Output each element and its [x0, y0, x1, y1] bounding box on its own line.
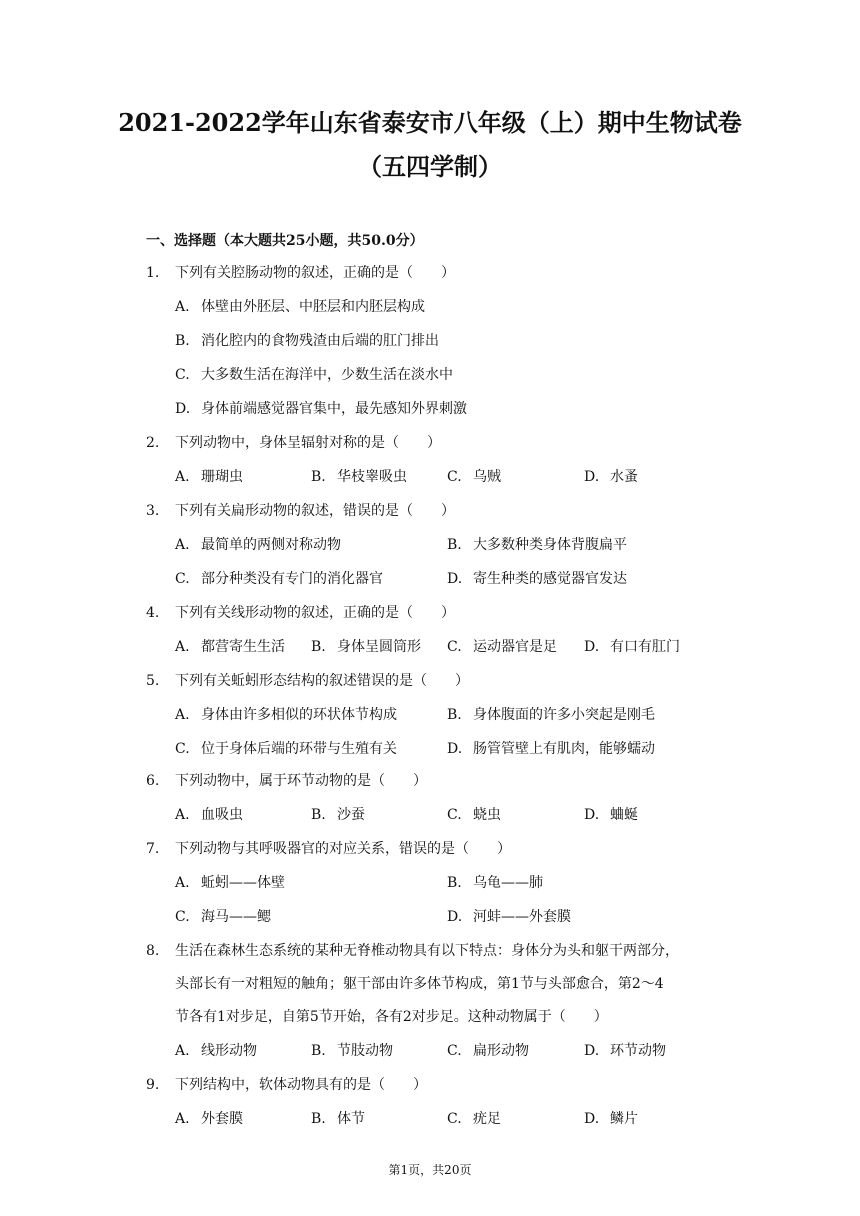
option-text: 蚯蚓——体壁 — [201, 875, 285, 891]
option-text: 肠管管壁上有肌肉，能够蠕动 — [473, 741, 655, 757]
option-letter: C. — [447, 1043, 462, 1059]
option-letter: C. — [175, 741, 190, 757]
option-text: 沙蚕 — [337, 807, 365, 823]
option-text: 河蚌——外套膜 — [473, 909, 571, 925]
option-text: 乌贼 — [473, 469, 501, 485]
option-text: 体节 — [337, 1111, 365, 1127]
option-letter: D. — [447, 571, 463, 587]
option-a — [175, 704, 397, 726]
option-b — [311, 636, 421, 658]
question-number: 8. — [146, 943, 160, 959]
question-number: 3. — [146, 503, 160, 519]
option-letter: C. — [447, 469, 462, 485]
option-c — [447, 1040, 529, 1062]
option-b — [447, 704, 655, 726]
option-b — [175, 330, 439, 352]
option-letter: D. — [584, 1111, 600, 1127]
option-b — [447, 872, 543, 894]
question-number: 9. — [146, 1077, 160, 1093]
option-a — [175, 1040, 257, 1062]
question-number: 1. — [146, 265, 160, 281]
option-letter: A. — [175, 1111, 190, 1127]
option-d — [584, 1040, 666, 1062]
option-text: 身体呈圆筒形 — [337, 639, 421, 655]
option-letter: B. — [447, 537, 462, 553]
question-stem: 下列动物中，属于环节动物的是（ ） — [175, 773, 427, 789]
option-a — [175, 466, 243, 488]
option-letter: B. — [311, 639, 326, 655]
option-c — [175, 364, 453, 386]
option-letter: B. — [175, 333, 190, 349]
option-text: 水蚤 — [610, 469, 638, 485]
option-c — [447, 636, 557, 658]
option-letter: A. — [175, 639, 190, 655]
question-stem-line-3: 节各有1对步足，自第5节开始，各有2对步足。这种动物属于（ ） — [175, 1009, 608, 1025]
question-stem: 下列有关线形动物的叙述，正确的是（ ） — [175, 605, 455, 621]
option-letter: C. — [447, 1111, 462, 1127]
section-heading: 一、选择题（本大题共25小题，共50.0分） — [146, 233, 424, 249]
option-letter: C. — [447, 639, 462, 655]
option-text: 疣足 — [473, 1111, 501, 1127]
question-number: 6. — [146, 773, 160, 789]
document-subtitle: （五四学制） — [358, 152, 502, 181]
option-letter: B. — [447, 707, 462, 723]
option-c — [175, 568, 383, 590]
option-text: 大多数种类身体背腹扁平 — [473, 537, 627, 553]
option-letter: D. — [447, 909, 463, 925]
option-letter: A. — [175, 469, 190, 485]
question-number: 4. — [146, 605, 160, 621]
option-text: 消化腔内的食物残渣由后端的肛门排出 — [201, 333, 439, 349]
question-stem: 下列动物与其呼吸器官的对应关系，错误的是（ ） — [175, 841, 511, 857]
option-text: 运动器官是足 — [473, 639, 557, 655]
document-title: 2021-2022学年山东省泰安市八年级（上）期中生物试卷 — [118, 108, 742, 137]
option-a — [175, 636, 285, 658]
page-footer: 第1页，共20页 — [388, 1163, 472, 1177]
option-text: 节肢动物 — [337, 1043, 393, 1059]
option-text: 线形动物 — [201, 1043, 257, 1059]
option-letter: D. — [584, 639, 600, 655]
option-a — [175, 1108, 243, 1130]
question-number: 2. — [146, 435, 160, 451]
option-text: 身体前端感觉器官集中，最先感知外界刺激 — [201, 401, 467, 417]
option-letter: B. — [311, 1111, 326, 1127]
question-stem-line-2: 头部长有一对粗短的触角；躯干部由许多体节构成，第1节与头部愈合，第2～4 — [175, 976, 664, 992]
option-letter: A. — [175, 299, 190, 315]
option-letter: C. — [447, 807, 462, 823]
option-text: 环节动物 — [610, 1043, 666, 1059]
option-d — [584, 636, 680, 658]
option-text: 蛲虫 — [473, 807, 501, 823]
option-letter: D. — [584, 469, 600, 485]
question-stem: 下列结构中，软体动物具有的是（ ） — [175, 1077, 427, 1093]
option-letter: C. — [175, 909, 190, 925]
option-d — [447, 906, 571, 928]
option-c — [175, 738, 397, 760]
option-letter: A. — [175, 1043, 190, 1059]
option-text: 鳞片 — [610, 1111, 638, 1127]
option-c — [447, 466, 501, 488]
option-d — [447, 568, 627, 590]
question-number: 5. — [146, 673, 160, 689]
option-text: 寄生种类的感觉器官发达 — [473, 571, 627, 587]
option-a — [175, 296, 425, 318]
option-d — [584, 804, 638, 826]
option-c — [447, 1108, 501, 1130]
option-text: 身体由许多相似的环状体节构成 — [201, 707, 397, 723]
option-letter: A. — [175, 707, 190, 723]
option-c — [175, 906, 271, 928]
option-text: 外套膜 — [201, 1111, 243, 1127]
option-letter: B. — [311, 469, 326, 485]
option-b — [311, 1108, 365, 1130]
question-stem: 下列动物中，身体呈辐射对称的是（ ） — [175, 435, 441, 451]
option-letter: B. — [447, 875, 462, 891]
option-text: 身体腹面的许多小突起是刚毛 — [473, 707, 655, 723]
option-letter: D. — [447, 741, 463, 757]
option-letter: C. — [175, 571, 190, 587]
question-stem: 下列有关扁形动物的叙述，错误的是（ ） — [175, 503, 455, 519]
option-c — [447, 804, 501, 826]
option-d — [584, 466, 638, 488]
option-d — [447, 738, 655, 760]
option-text: 位于身体后端的环带与生殖有关 — [201, 741, 397, 757]
option-b — [311, 1040, 393, 1062]
option-letter: D. — [584, 1043, 600, 1059]
option-letter: D. — [175, 401, 191, 417]
option-text: 有口有肛门 — [610, 639, 680, 655]
option-b — [311, 804, 365, 826]
option-text: 珊瑚虫 — [201, 469, 243, 485]
option-text: 华枝睾吸虫 — [337, 469, 407, 485]
option-text: 海马——鳃 — [201, 909, 271, 925]
option-letter: A. — [175, 807, 190, 823]
option-letter: A. — [175, 875, 190, 891]
option-a — [175, 534, 341, 556]
option-text: 蛐蜒 — [610, 807, 638, 823]
option-letter: B. — [311, 807, 326, 823]
option-letter: A. — [175, 537, 190, 553]
option-letter: B. — [311, 1043, 326, 1059]
question-stem: 下列有关腔肠动物的叙述，正确的是（ ） — [175, 265, 455, 281]
question-number: 7. — [146, 841, 160, 857]
option-text: 血吸虫 — [201, 807, 243, 823]
question-stem-line-1: 生活在森林生态系统的某种无脊椎动物具有以下特点：身体分为头和躯干两部分， — [175, 943, 679, 959]
option-text: 扁形动物 — [473, 1043, 529, 1059]
option-a — [175, 804, 243, 826]
option-text: 乌龟——肺 — [473, 875, 543, 891]
option-text: 最简单的两侧对称动物 — [201, 537, 341, 553]
question-stem: 下列有关蚯蚓形态结构的叙述错误的是（ ） — [175, 673, 469, 689]
option-letter: D. — [584, 807, 600, 823]
option-letter: C. — [175, 367, 190, 383]
option-text: 体壁由外胚层、中胚层和内胚层构成 — [201, 299, 425, 315]
option-a — [175, 872, 285, 894]
option-b — [447, 534, 627, 556]
option-d — [175, 398, 467, 420]
option-text: 部分种类没有专门的消化器官 — [201, 571, 383, 587]
option-text: 大多数生活在海洋中，少数生活在淡水中 — [201, 367, 453, 383]
option-text: 都营寄生生活 — [201, 639, 285, 655]
option-d — [584, 1108, 638, 1130]
option-b — [311, 466, 407, 488]
